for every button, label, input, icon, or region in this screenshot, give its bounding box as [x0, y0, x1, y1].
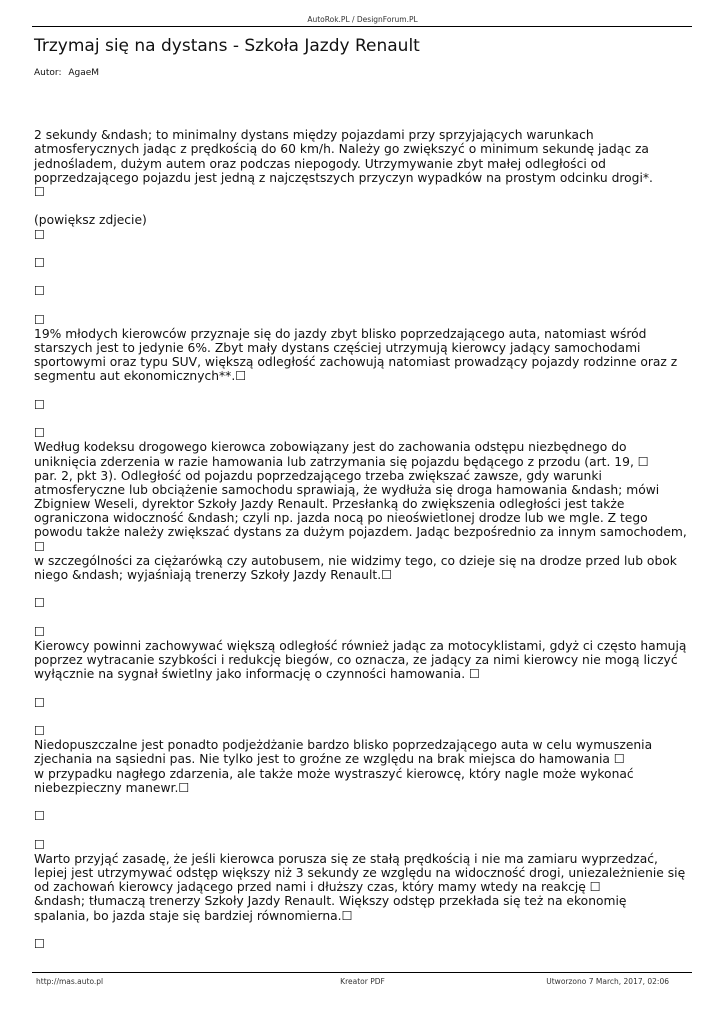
body-text-line: atmosferyczne lub obciążenie samochodu sprawiają, że wydłuża się droga hamowania &ndash; mówi [34, 482, 660, 497]
blank-line [34, 611, 694, 625]
placeholder-box-line: ☐ [34, 539, 46, 554]
body-text-line: &ndash; tłumaczą trenerzy Szkoły Jazdy Renault. Większy odstęp przekłada się też na ekonomię [34, 894, 627, 909]
article-body [34, 114, 694, 951]
body-text-line: par. 2, pkt 3). Odległość od pojazdu poprzedzającego trzeba zwiększać zawsze, gdy warunki [34, 468, 602, 483]
placeholder-box-line: ☐ [34, 312, 46, 327]
blank-line [34, 710, 694, 724]
placeholder-box-line: ☐ [34, 837, 46, 852]
placeholder-box-line: ☐ [34, 426, 46, 441]
body-text-line: atmosferycznych jadąc z prędkością do 60 km/h. Należy go zwiększyć o minimum sekundę jadąc za [34, 142, 649, 157]
blank-line [34, 298, 694, 312]
placeholder-box-line: ☐ [34, 724, 46, 739]
body-text-line: segmentu aut ekonomicznych**.☐ [34, 369, 247, 384]
blank-line [34, 114, 694, 128]
body-text-line: poprzedzającego pojazdu jest jedną z najczęstszych przyczyn wypadków na prostym odcinku drogi*. [34, 170, 653, 185]
placeholder-box-line: ☐ [34, 227, 46, 242]
body-text-line: w szczególności za ciężarówką czy autobusem, nie widzimy tego, co dzieje się na drodze przed lub obok [34, 553, 677, 568]
body-text-line: Zbigniew Weseli, dyrektor Szkoły Jazdy Renault. Przesłanką do zwiększenia odległości jest także [34, 497, 625, 512]
body-text-line: niego &ndash; wyjaśniają trenerzy Szkoły Jazdy Renault.☐ [34, 568, 393, 582]
article-title: Trzymaj się na dystans - Szkoła Jazdy Renault [34, 36, 420, 56]
body-text-line: powodu także należy zwiększać dystans za dużym pojazdem. Jadąc bezpośrednio za innym samochodem, [34, 525, 687, 540]
body-text-line: 19% młodych kierowców przyznaje się do jazdy zbyt blisko poprzedzającego auta, natomiast wśród [34, 326, 647, 341]
blank-line [34, 582, 694, 596]
blank-line [34, 242, 694, 256]
body-text-line: Niedopuszczalne jest ponadto podjeżdżanie bardzo blisko poprzedzającego auta w celu wymuszenia [34, 738, 653, 753]
placeholder-box-line: ☐ [34, 936, 46, 951]
placeholder-box-line: ☐ [34, 397, 46, 412]
footer-generator: Kreator PDF [340, 977, 385, 986]
footer-divider [32, 972, 692, 973]
blank-line [34, 270, 694, 284]
blank-line [34, 384, 694, 398]
placeholder-box-line: ☐ [34, 809, 46, 824]
placeholder-box-line: ☐ [34, 624, 46, 639]
body-text-line: w przypadku nagłego zdarzenia, ale także może wystraszyć kierowcę, który nagle może wykonać [34, 766, 634, 781]
body-text-line: starszych jest to jedynie 6%. Zbyt mały dystans częściej utrzymują kierowcy jadący samochodami [34, 341, 641, 355]
placeholder-box-line: ☐ [34, 255, 46, 270]
body-text-line: (powiększ zdjecie) [34, 213, 147, 228]
footer-url: http://mas.auto.pl [36, 977, 104, 986]
placeholder-box-line: ☐ [34, 184, 46, 199]
body-text-line: Według kodeksu drogowego kierowca zobowiązany jest do zachowania odstępu niezbędnego do [34, 440, 627, 455]
placeholder-box-line: ☐ [34, 695, 46, 710]
page-header-source: AutoRok.PL / DesignForum.PL [307, 15, 418, 24]
blank-line [34, 412, 694, 426]
author-line [34, 68, 99, 78]
body-text-line: poprzez wytracanie szybkości i redukcję biegów, co oznacza, ze jadący za nimi kierowcy nie mogą liczyć [34, 653, 678, 668]
blank-line [34, 682, 694, 696]
blank-line [34, 199, 694, 213]
placeholder-box-line: ☐ [34, 596, 46, 611]
body-text-line: Warto przyjąć zasadę, że jeśli kierowca porusza się ze stałą prędkością i nie ma zamiaru wyprzedzać, [34, 851, 658, 866]
blank-line [34, 823, 694, 837]
blank-line [34, 795, 694, 809]
body-text-line: Kierowcy powinni zachowywać większą odległość również jadąc za motocyklistami, gdyż ci często hamują [34, 638, 687, 653]
body-text-line: zjechania na sąsiedni pas. Nie tylko jest to groźne ze względu na brak miejsca do hamowania ☐ [34, 752, 625, 767]
body-text-line: od zachowań kierowcy jadącego przed nami i dłuższy czas, który mamy wtedy na reakcję ☐ [34, 880, 601, 895]
author-label: Autor: [34, 68, 62, 78]
body-text-line: niebezpieczny manewr.☐ [34, 780, 190, 795]
body-text-line: 2 sekundy &ndash; to minimalny dystans między pojazdami przy sprzyjających warunkach [34, 128, 594, 143]
body-text-line: jednośladem, dużym autem oraz podczas niepogody. Utrzymywanie zbyt małej odległości od [34, 156, 606, 171]
body-text-line: wyłącznie na sygnał świetlny jako informację o czynności hamowania. ☐ [34, 667, 481, 682]
header-divider [32, 26, 692, 27]
footer-created-date: Utworzono 7 March, 2017, 02:06 [546, 977, 669, 986]
body-text-line: spalania, bo jazda staje się bardziej równomierna.☐ [34, 908, 353, 923]
author-name: AgaeM [68, 68, 100, 78]
body-text-line: uniknięcia zderzenia w razie hamowania lub zatrzymania się pojazdu będącego z przodu (art. 19, ☐ [34, 454, 649, 469]
body-text-line: sportowymi oraz typu SUV, większą odległość zachowują natomiast prowadzący pojazdy rodzinne oraz z [34, 355, 678, 370]
placeholder-box-line: ☐ [34, 284, 46, 299]
blank-line [34, 923, 694, 937]
body-text-line: ograniczona widoczność &ndash; czyli np. jazda nocą po nieoświetlonej drodze lub we mgle. Z tego [34, 511, 648, 526]
body-text-line: lepiej jest utrzymywać odstęp większy niż 3 sekundy ze względu na widoczność drogi, uniezależnienie się [34, 865, 686, 880]
